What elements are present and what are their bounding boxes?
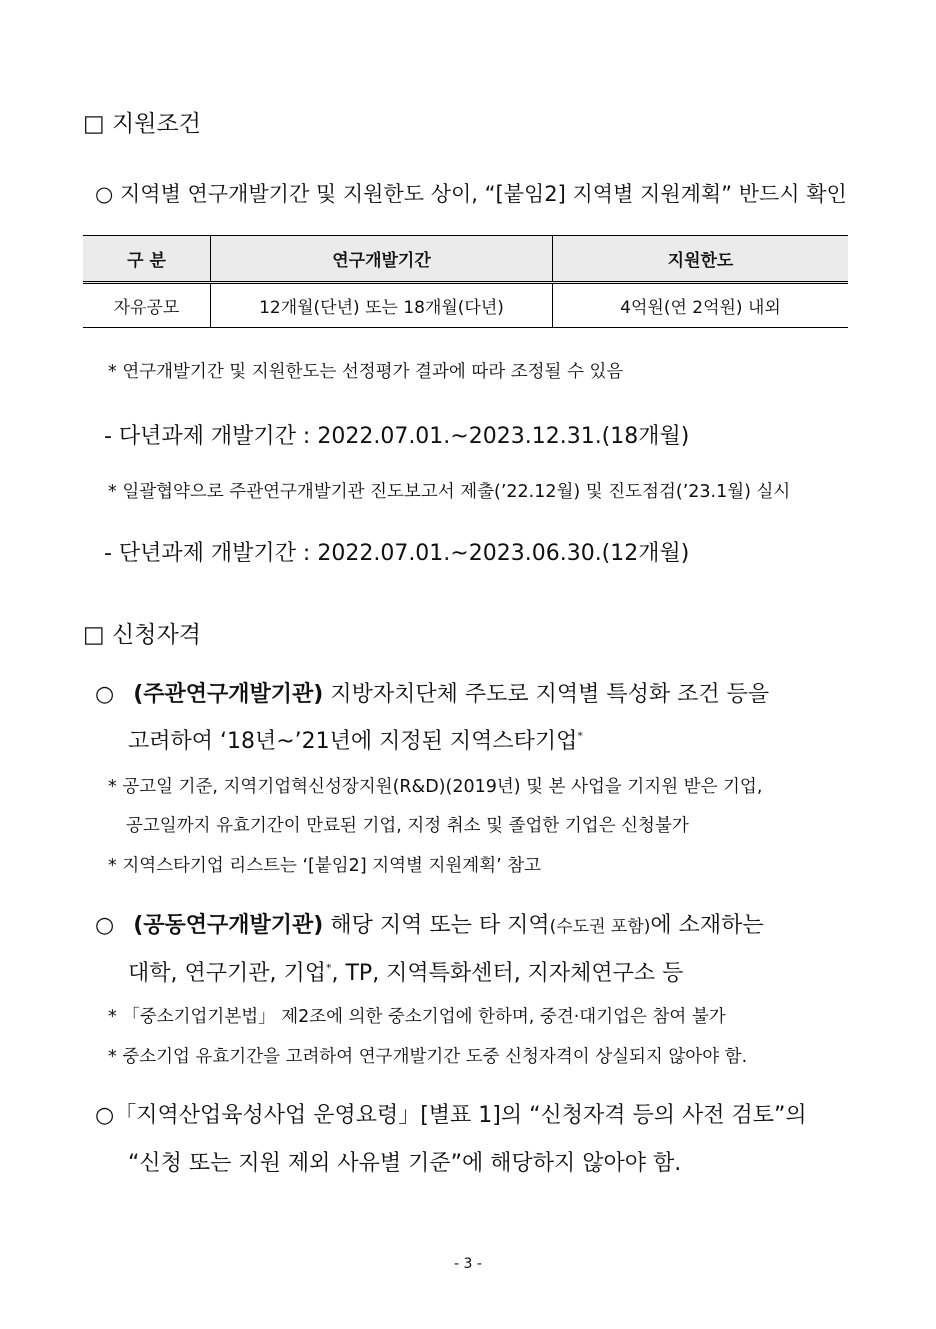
lead-institution-line1 [95,677,769,708]
support-note-progress-report: * 일괄협약으로 주관연구개발기관 진도보고서 제출(’22.12월) 및 진도점검(’23.1월) 실시 [108,482,791,502]
joint-institution-text2b: , TP, 지역특화센터, 지자체연구소 등 [331,961,684,986]
bullet-marker: ○ [95,682,115,707]
joint-institution-line1 [95,908,764,939]
rule-line1: ○「지역산업육성사업 운영요령」[별표 1]의 “신청자격 등의 사전 검토”의 [95,1103,807,1128]
lead-institution-text: 지방자치단체 주도로 지역별 특성화 조건 등을 [323,682,770,707]
table-header-category: 구 분 [83,236,211,283]
table-cell-category: 자유공모 [83,283,211,328]
table-row [83,283,848,328]
support-table [83,235,848,328]
support-bullet-check-plan: ○ 지역별 연구개발기간 및 지원한도 상이, “[붙임2] 지역별 지원계획” 반드시 확인 [95,182,847,206]
joint-institution-text2a: 대학, 연구기관, 기업 [128,961,326,986]
multi-year-period: - 다년과제 개발기간 : 2022.07.01.~2023.12.31.(18개월) [104,424,690,449]
joint-note-validity: * 중소기업 유효기간을 고려하여 연구개발기간 도중 신청자격이 상실되지 않아야 함. [108,1047,748,1067]
lead-note-ineligible-a: * 공고일 기준, 지역기업혁신성장지원(R&D)(2019년) 및 본 사업을 기지원 받은 기업, [108,777,763,797]
section-heading-eligibility: □ 신청자격 [83,622,201,648]
rule-line2: “신청 또는 지원 제외 사유별 기준”에 해당하지 않아야 함. [128,1151,682,1176]
table-header-period: 연구개발기간 [211,236,553,283]
table-header-limit: 지원한도 [553,236,849,283]
single-year-period: - 단년과제 개발기간 : 2022.07.01.~2023.06.30.(12개월) [104,541,690,566]
section-heading-support: □ 지원조건 [83,111,201,137]
support-note-adjust: * 연구개발기간 및 지원한도는 선정평가 결과에 따라 조정될 수 있음 [108,362,624,382]
support-table-header-row [83,236,848,283]
footnote-mark: * [577,729,583,743]
lead-note-star-list: * 지역스타기업 리스트는 ‘[붙임2] 지역별 지원계획’ 참고 [108,856,542,876]
joint-institution-text-small: (수도권 포함) [549,917,651,937]
joint-note-sme: * 「중소기업기본법」 제2조에 의한 중소기업에 한하며, 중견·대기업은 참여 불가 [108,1007,726,1027]
joint-institution-text-b: 에 소재하는 [650,913,764,938]
table-cell-period: 12개월(단년) 또는 18개월(다년) [211,283,553,328]
lead-institution-label: (주관연구개발기관) [133,682,324,707]
lead-institution-line2 [128,724,583,755]
footnote-mark: * [326,961,332,975]
table-cell-limit: 4억원(연 2억원) 내외 [553,283,849,328]
joint-institution-line2 [128,956,683,987]
lead-note-ineligible-b: 공고일까지 유효기간이 만료된 기업, 지정 취소 및 졸업한 기업은 신청불가 [126,816,689,836]
bullet-marker: ○ [95,913,115,938]
lead-institution-text2: 고려하여 ‘18년~’21년에 지정된 지역스타기업 [128,729,578,754]
joint-institution-label: (공동연구개발기관) [133,913,324,938]
page-number: - 3 - [454,1256,482,1272]
joint-institution-text-a: 해당 지역 또는 타 지역 [323,913,550,938]
